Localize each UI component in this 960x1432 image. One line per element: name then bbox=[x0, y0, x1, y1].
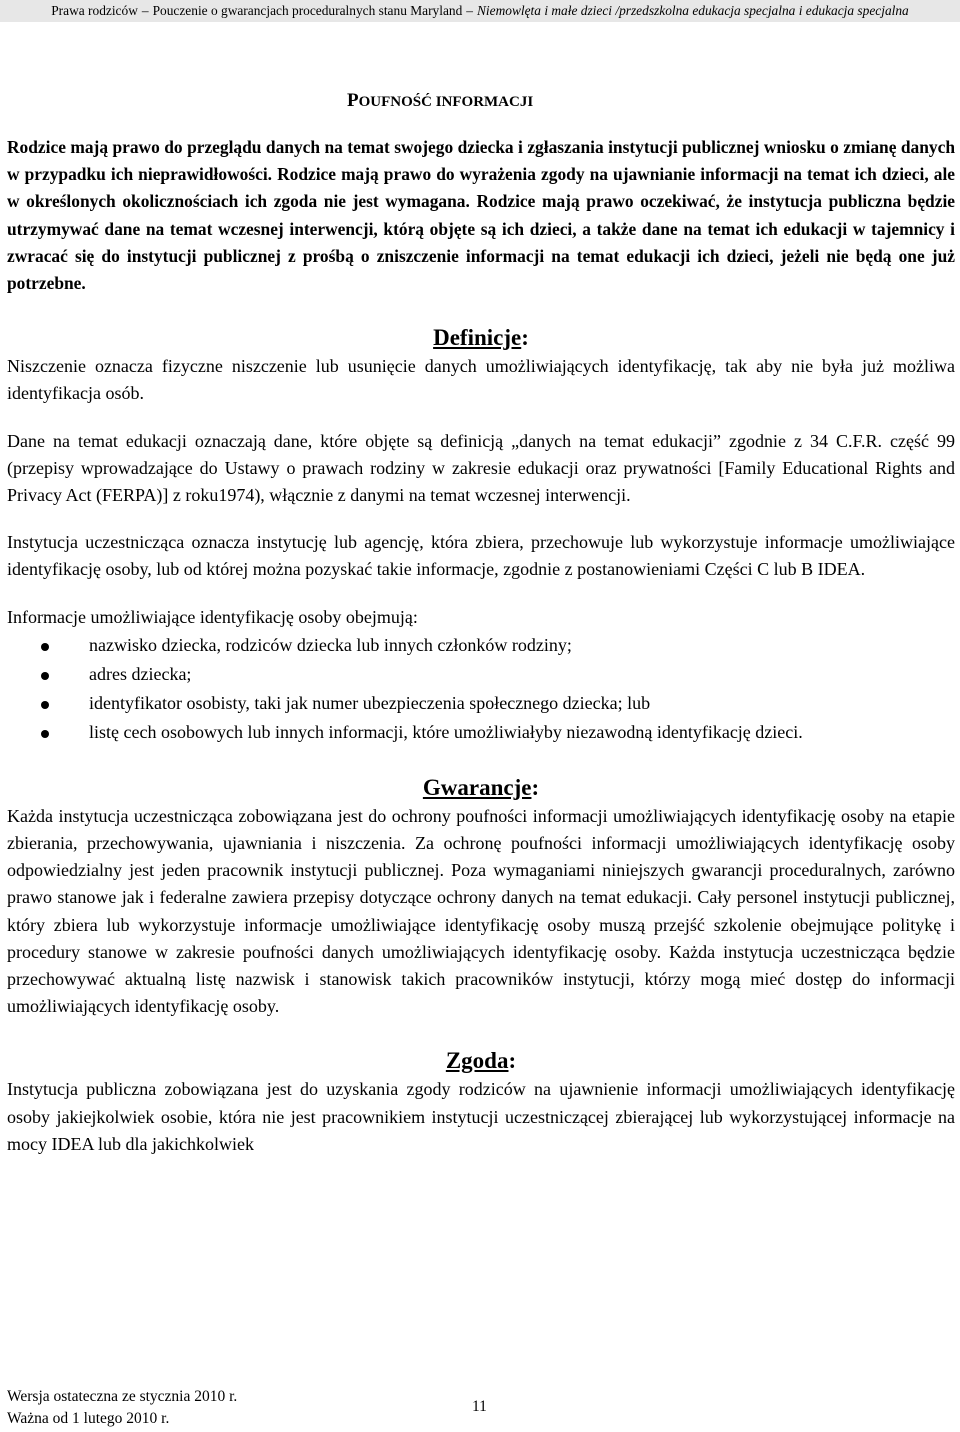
running-header bbox=[0, 0, 960, 22]
definition-education-records: Dane na temat edukacji oznaczają dane, które objęte są definicją „danych na temat edukacji” zgodnie z 34 C.F.R. część 99 (przepisy wprowadzające do Ustawy o prawach rodziny w zakresie edukacji oraz prywatności [Family Educational Rights and Privacy Act (FERPA)] z roku1974), włącznie z danymi na temat wczesnej interwencji. bbox=[7, 430, 955, 506]
bullet-icon bbox=[41, 643, 49, 651]
consent-heading-colon: : bbox=[508, 1048, 517, 1074]
definitions-heading-text: Definicje bbox=[433, 325, 522, 351]
definition-participating-agency: Instytucja uczestnicząca oznacza instytucję lub agencję, która zbiera, przechowuje lub wykorzystuje informacje umożliwiające identyfikację osoby, lub od której można pozyskać takie informacje, zgodnie z postanowieniami Części C lub B IDEA. bbox=[7, 532, 955, 580]
bullet-icon bbox=[41, 672, 49, 680]
header-separator: – bbox=[141, 3, 149, 18]
header-title: Prawa rodziców bbox=[51, 3, 138, 18]
header-scope: Niemowlęta i małe dzieci /przedszkolna edukacja specjalna i edukacja specjalna bbox=[477, 3, 909, 18]
page-content bbox=[7, 89, 955, 1158]
list-item-text: adres dziecka; bbox=[89, 663, 192, 684]
title-rest: OUFNOŚĆ INFORMACJI bbox=[358, 94, 534, 110]
bullet-icon bbox=[41, 701, 49, 709]
footer-version: Wersja ostateczna ze stycznia 2010 r. bbox=[7, 1388, 238, 1405]
consent-paragraph: Instytucja publiczna zobowiązana jest do uzyskania zgody rodziców na ujawnienie informacji umożliwiających identyfikację osoby jakiejkolwiek osobie, która nie jest pracownikiem instytucji uczestniczącej zbierającej lub wykorzystującej informacje na mocy IDEA lub dla jakichkolwiek bbox=[7, 1079, 955, 1154]
title-initial: P bbox=[347, 90, 359, 111]
list-item-text: identyfikator osobisty, taki jak numer ubezpieczenia społecznego dziecka; lub bbox=[89, 692, 651, 713]
list-item bbox=[7, 631, 955, 660]
definitions-heading-colon: : bbox=[521, 325, 529, 351]
list-item bbox=[7, 718, 955, 747]
safeguards-heading bbox=[7, 773, 955, 803]
list-item bbox=[7, 689, 955, 718]
header-separator: – bbox=[466, 3, 473, 18]
page-footer bbox=[7, 1386, 237, 1430]
intro-paragraph: Rodzice mają prawo do przeglądu danych na temat swojego dziecka i zgłaszania instytucji publicznej wniosku o zmianę danych w przypadku ich nieprawidłowości. Rodzice mają prawo do wyrażenia zgody na ujawnianie informacji na temat ich dzieci, ale w określonych okolicznościach ich zgoda nie jest wymagana. Rodzice mają prawo oczekiwać, że instytucja publiczna będzie utrzymywać dane na temat wczesnej interwencji, którą objęte są ich dzieci, a także dane na temat ich edukacji w tajemnicy i zwracać się do instytucji publicznej z prośbą o zniszczenie informacji na temat edukacji ich dzieci, jeżeli nie będą one już potrzebne. bbox=[7, 137, 955, 294]
bullet-icon bbox=[41, 730, 49, 738]
definition-pii-intro: Informacje umożliwiające identyfikację osoby obejmują: bbox=[7, 606, 418, 627]
safeguards-heading-text: Gwarancje bbox=[422, 774, 532, 800]
list-item-text: nazwisko dziecka, rodziców dziecka lub innych członków rodziny; bbox=[89, 634, 572, 655]
safeguards-heading-colon: : bbox=[531, 774, 540, 800]
list-item-text: listę cech osobowych lub innych informacji, które umożliwiałyby niezawodną identyfikację dzieci. bbox=[89, 721, 803, 742]
safeguards-paragraph: Każda instytucja uczestnicząca zobowiązana jest do ochrony poufności informacji umożliwiających identyfikację osoby na etapie zbierania, przechowywania, ujawniania i niszczenia. Za ochronę poufności informacji umożliwiających identyfikację osoby odpowiedzialny jest jeden pracownik instytucji publicznej. Poza wymaganiami niniejszych gwarancji proceduralnych, zarówno prawo stanowe jak i federalne zawiera przepisy dotyczące ochrony danych na temat edukacji. Cały personel instytucji publicznej, który zbiera lub wykorzystuje informacje umożliwiające identyfikację osoby muszą przejść szkolenie obejmujące politykę i procedury stanowe w zakresie poufności danych umożliwiających identyfikację osoby. Każda instytucja uczestnicząca będzie przechowywać aktualną listę nazwisk i stanowisk takich pracowników instytucji, którzy mogą mieć dostęp do informacji umożliwiających identyfikację osoby. bbox=[7, 805, 955, 1017]
header-subtitle: Pouczenie o gwarancjach proceduralnych stanu Maryland bbox=[152, 3, 463, 18]
page-title bbox=[347, 89, 955, 114]
page-number: 11 bbox=[472, 1398, 487, 1415]
list-item bbox=[7, 660, 955, 689]
definitions-heading bbox=[7, 323, 955, 353]
definition-destruction: Niszczenie oznacza fizyczne niszczenie lub usunięcie danych umożliwiających identyfikację, tak aby nie była już możliwa identyfikacja osób. bbox=[7, 356, 955, 404]
pii-list bbox=[7, 631, 955, 747]
consent-heading bbox=[7, 1046, 955, 1076]
footer-effective-date: Ważna od 1 lutego 2010 r. bbox=[7, 1410, 170, 1427]
consent-heading-text: Zgoda bbox=[445, 1048, 509, 1074]
